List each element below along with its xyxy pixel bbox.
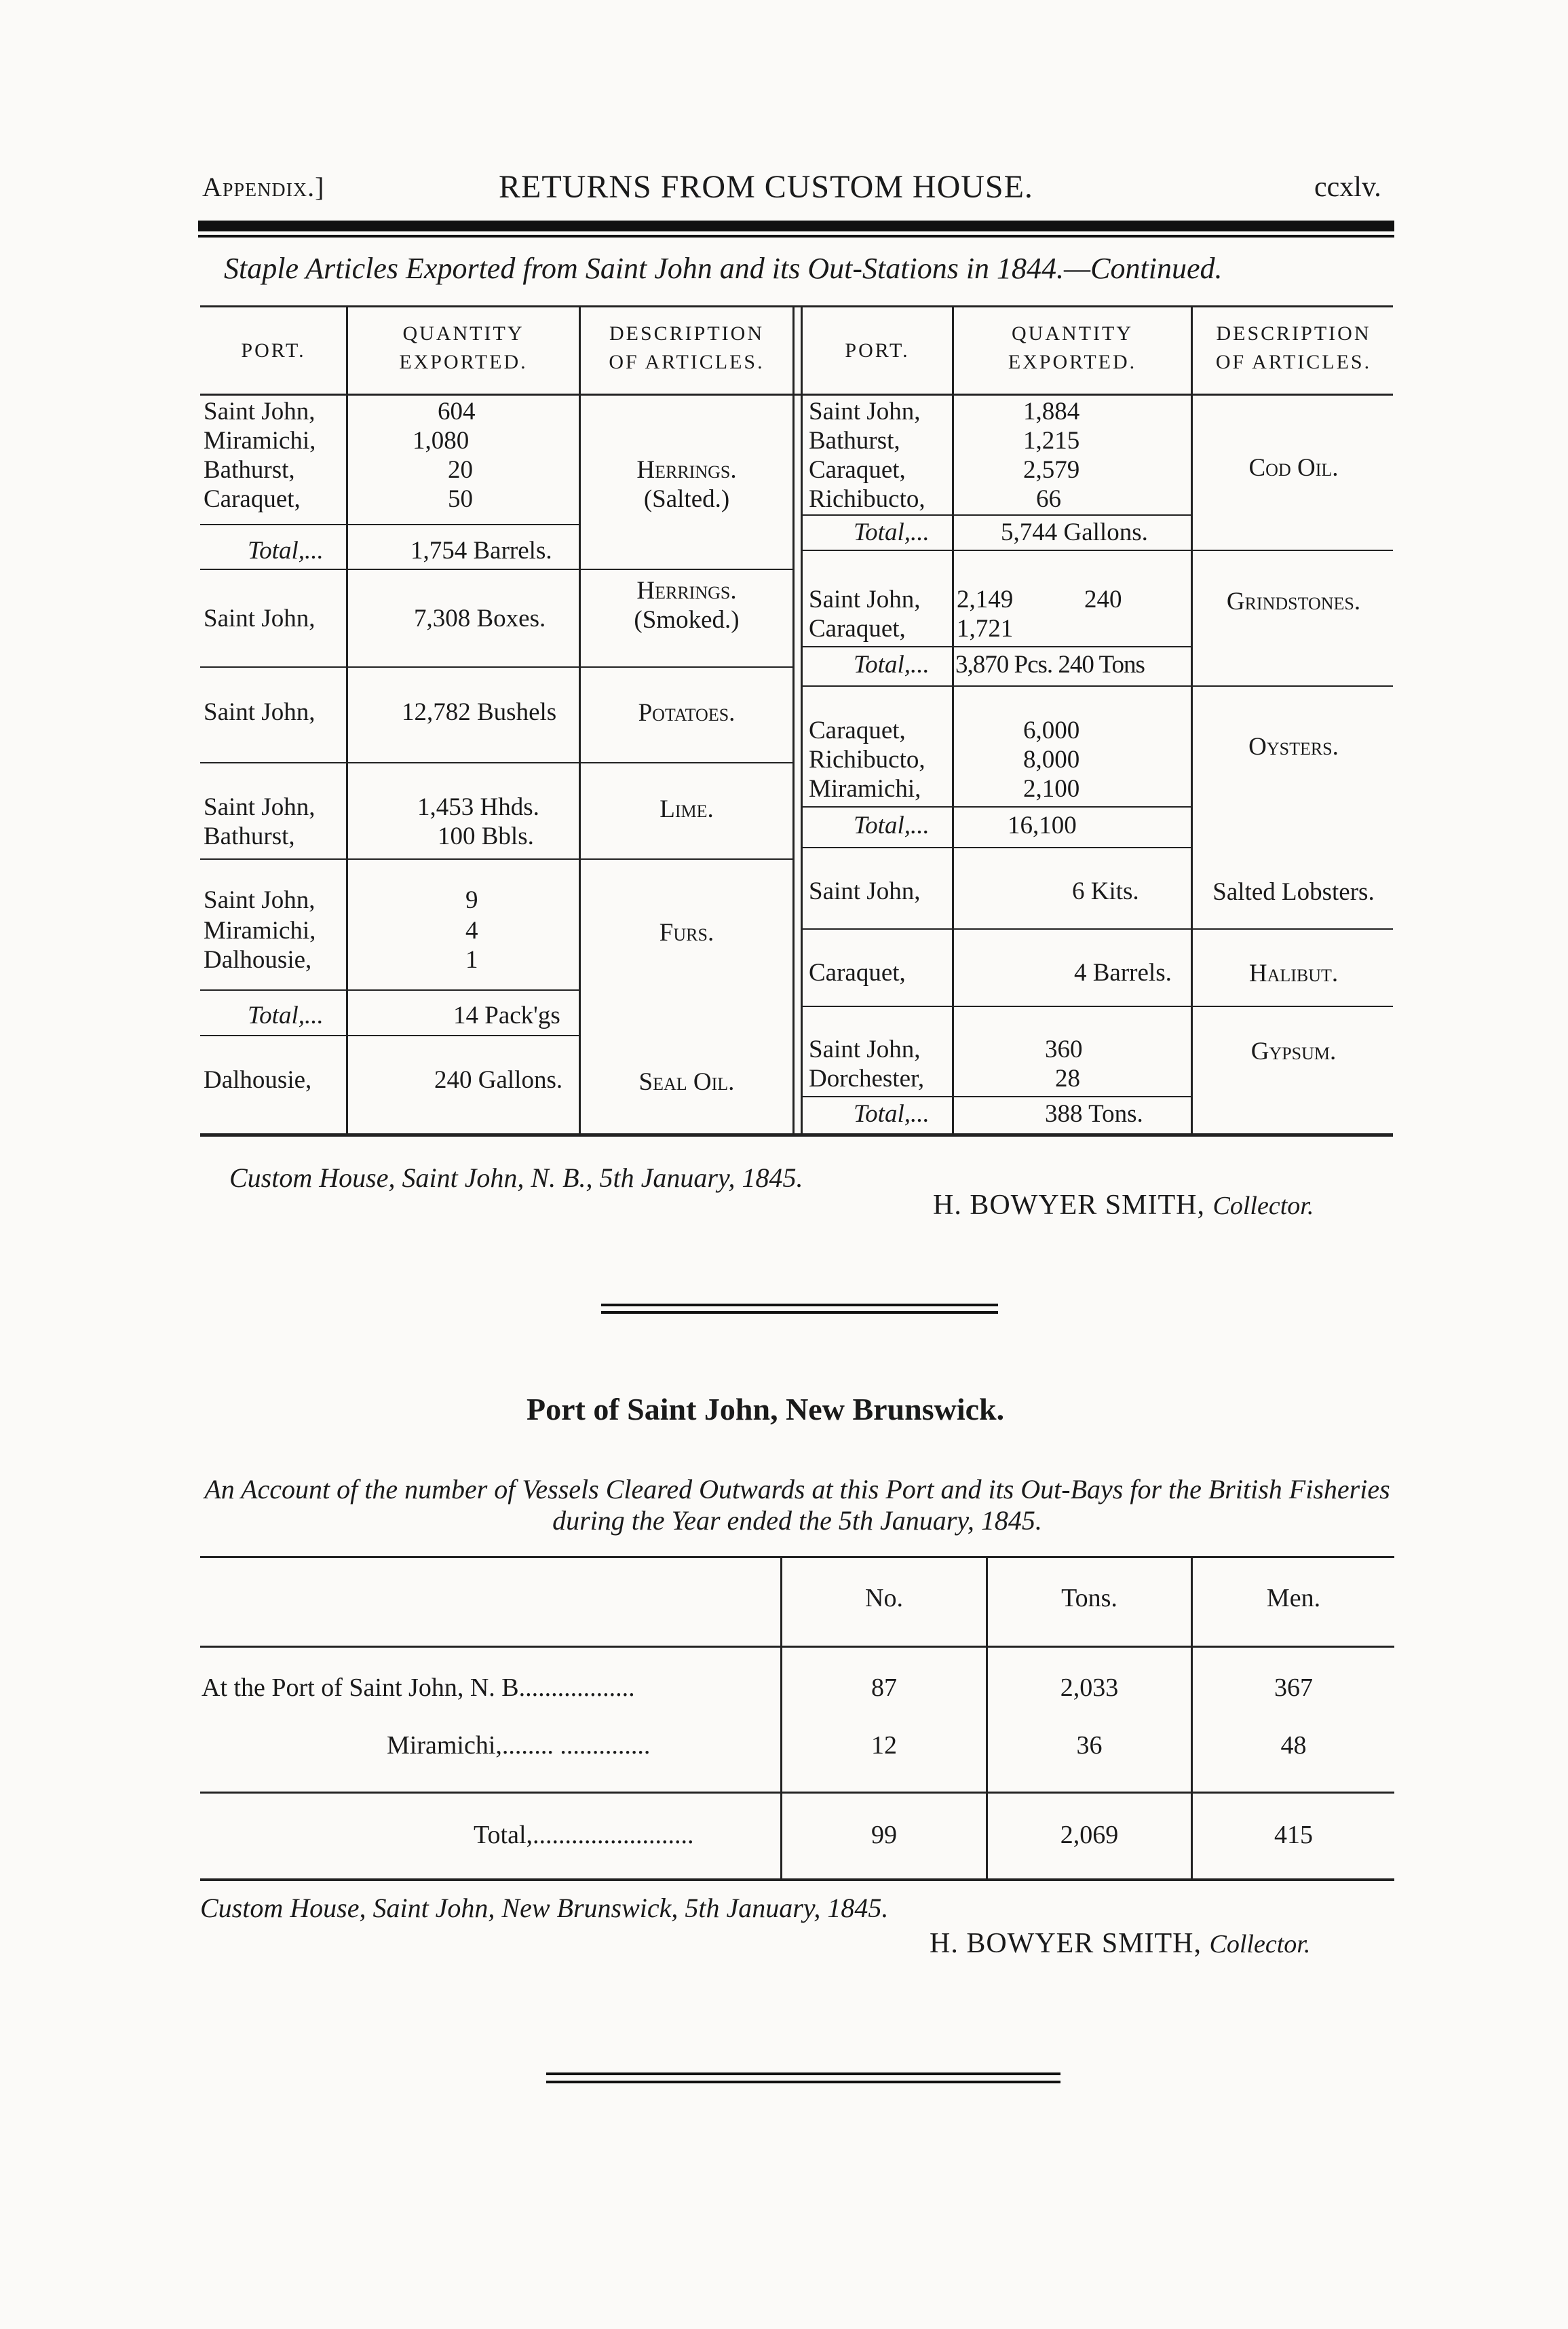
port-cell: Caraquet, [204, 485, 301, 513]
account-title: An Account of the number of Vessels Cleared Outwards at this Port and its Out-Bays for the British Fisheries during the Year ended the 5th January, 1845. [204, 1474, 1390, 1536]
port-cell: Dalhousie, [204, 946, 312, 974]
group-rule [801, 550, 1393, 551]
quantity-cell: 6,000 [1023, 717, 1080, 744]
port-cell: Saint John, [809, 398, 921, 425]
col-header-tons: Tons. [1061, 1584, 1117, 1612]
port-cell: Saint John, [204, 886, 315, 914]
quantity-cell: 360 [1045, 1036, 1083, 1063]
section-divider [601, 1304, 998, 1306]
article-description: Salted Lobsters. [1212, 878, 1375, 906]
total-label: Total,... [854, 812, 930, 839]
table-top-rule [200, 1556, 1394, 1558]
table-header-rule [200, 1646, 1394, 1648]
quantity-cell: 1 [465, 946, 478, 974]
collector-name: H. BOWYER SMITH, [933, 1190, 1205, 1221]
article-description: Halibut. [1248, 960, 1339, 987]
article-description: Seal Oil. [638, 1068, 735, 1096]
quantity-cell: 8,000 [1023, 746, 1080, 774]
tons-cell: 240 [1084, 586, 1122, 613]
col-divider [1191, 305, 1193, 1133]
article-description: Furs. [659, 919, 714, 947]
total-rule [200, 1792, 1394, 1794]
subtotal-rule [801, 806, 1191, 808]
collector-name: H. BOWYER SMITH, [930, 1928, 1202, 1959]
quantity-cell: 2,579 [1023, 456, 1080, 484]
total-label: Total,... [248, 1002, 324, 1029]
port-cell: Saint John, [204, 398, 315, 425]
total-quantity: 1,754 Barrels. [410, 537, 552, 565]
port-cell: Saint John, [809, 1036, 921, 1063]
port-cell: Miramichi, [204, 427, 316, 455]
port-cell: Caraquet, [809, 717, 906, 744]
total-label: Total,... [854, 1100, 930, 1128]
quantity-cell: 604 [438, 398, 476, 425]
col-header-articles: OF ARTICLES. [609, 351, 765, 373]
article-description: Gypsum. [1250, 1038, 1337, 1065]
end-rule [546, 2072, 1060, 2075]
table-top-rule [200, 305, 1393, 307]
total-quantity: 16,100 [1008, 812, 1077, 839]
quantity-cell: 4 [465, 917, 478, 945]
subtotal-rule [801, 514, 1191, 516]
vessel-count: 87 [871, 1673, 897, 1702]
group-rule [200, 569, 792, 570]
appendix-label: Appendix.] [202, 172, 325, 202]
port-cell: Miramichi, [809, 775, 921, 803]
quantity-cell: 28 [1055, 1065, 1080, 1093]
port-cell: Saint John, [204, 793, 315, 821]
col-header-articles: OF ARTICLES. [1215, 351, 1372, 373]
article-description: Oysters. [1248, 733, 1339, 761]
col-header-exported: EXPORTED. [1008, 351, 1137, 373]
vessel-count: 99 [871, 1821, 897, 1849]
total-quantity: 5,744 Gallons. [1001, 518, 1148, 546]
staple-articles-title: Staple Articles Exported from Saint John and its Out-Stations in 1844.—Continued. [224, 252, 1223, 285]
table-header-rule [200, 394, 1393, 396]
quantity-cell: 9 [465, 886, 478, 914]
quantity-cell: 20 [448, 456, 473, 484]
port-cell: Bathurst, [809, 427, 900, 455]
row-label: Miramichi,........ .............. [387, 1731, 651, 1760]
port-cell: Saint John, [204, 698, 315, 726]
signature-place-date: Custom House, Saint John, N. B., 5th January, 1845. [229, 1162, 803, 1193]
row-label: At the Port of Saint John, N. B.................. [202, 1673, 635, 1702]
article-description: (Smoked.) [634, 606, 740, 634]
men-count: 48 [1280, 1731, 1307, 1760]
group-rule [200, 666, 792, 668]
article-description: Herrings. [636, 577, 737, 605]
group-rule [200, 1035, 579, 1036]
group-rule [801, 685, 1393, 687]
group-rule [200, 858, 792, 860]
collector-title: Collector. [1212, 1192, 1314, 1220]
tonnage: 2,033 [1060, 1673, 1119, 1702]
col-header-description: DESCRIPTION [1216, 322, 1371, 345]
quantity-cell: 1,453 Hhds. [417, 793, 539, 821]
total-label: Total,... [248, 537, 324, 565]
group-rule [801, 1006, 1393, 1007]
article-description: Cod Oil. [1248, 454, 1339, 482]
table-bottom-rule [200, 1133, 1393, 1137]
col-header-exported: EXPORTED. [399, 351, 528, 373]
group-rule [801, 847, 1191, 848]
quantity-cell: 66 [1036, 485, 1061, 513]
subtotal-rule [200, 989, 579, 991]
vessel-count: 12 [871, 1731, 897, 1760]
port-cell: Caraquet, [809, 615, 906, 643]
article-description: Herrings. [636, 456, 737, 484]
men-count: 415 [1274, 1821, 1313, 1849]
collector-title: Collector. [1209, 1930, 1311, 1958]
col-divider [346, 305, 348, 1133]
running-title: RETURNS FROM CUSTOM HOUSE. [499, 169, 1033, 205]
port-cell: Dorchester, [809, 1065, 925, 1093]
quantity-cell: 2,100 [1023, 775, 1080, 803]
port-cell: Miramichi, [204, 917, 316, 945]
quantity-cell: 6 Kits. [1072, 877, 1139, 905]
subtotal-rule [801, 646, 1191, 647]
quantity-cell: 1,884 [1023, 398, 1080, 425]
col-header-port: PORT. [241, 339, 306, 362]
col-divider [952, 305, 954, 1133]
signature-place-date: Custom House, Saint John, New Brunswick, 5th January, 1845. [200, 1893, 889, 1923]
quantity-cell: 1,080 [413, 427, 470, 455]
quantity-cell: 1,215 [1023, 427, 1080, 455]
col-divider-double [801, 305, 803, 1133]
quantity-cell: 12,782 Bushels [402, 698, 557, 726]
article-description: Potatoes. [638, 699, 735, 727]
group-rule [200, 762, 792, 763]
article-description: Lime. [659, 795, 714, 823]
group-rule [801, 928, 1393, 930]
port-cell: Caraquet, [809, 456, 906, 484]
table-bottom-rule [200, 1878, 1394, 1881]
quantity-cell: 7,308 Boxes. [414, 605, 546, 632]
quantity-cell: 50 [448, 485, 473, 513]
section-divider [601, 1311, 998, 1314]
port-cell: Saint John, [204, 605, 315, 632]
page-number: ccxlv. [1314, 172, 1381, 203]
port-cell: Dalhousie, [204, 1066, 312, 1094]
total-label: Total,... [854, 518, 930, 546]
end-rule [546, 2081, 1060, 2083]
port-cell: Richibucto, [809, 485, 925, 513]
header-rule-thin [198, 235, 1394, 238]
col-header-no: No. [865, 1584, 903, 1612]
quantity-cell: 240 Gallons. [434, 1066, 563, 1094]
col-header-quantity: QUANTITY [1012, 322, 1133, 345]
tonnage: 2,069 [1060, 1821, 1119, 1849]
port-cell: Caraquet, [809, 959, 906, 987]
port-cell: Saint John, [809, 586, 921, 613]
total-label: Total,... [854, 651, 930, 679]
col-header-men: Men. [1266, 1584, 1321, 1612]
row-label: Total,......................... [474, 1821, 694, 1849]
total-quantity: 3,870 Pcs. 240 Tons [955, 651, 1145, 679]
header-rule [198, 221, 1394, 231]
port-cell: Bathurst, [204, 822, 295, 850]
quantity-cell: 4 Barrels. [1074, 959, 1172, 987]
article-description: Grindstones. [1226, 588, 1361, 616]
col-divider-double [792, 305, 795, 1133]
total-quantity: 388 Tons. [1045, 1100, 1143, 1128]
quantity-cell: 100 Bbls. [438, 822, 534, 850]
total-quantity: 14 Pack'gs [453, 1002, 560, 1029]
col-header-quantity: QUANTITY [402, 322, 524, 345]
pieces-cell: 2,149 [957, 586, 1014, 613]
tonnage: 36 [1076, 1731, 1103, 1760]
port-cell: Bathurst, [204, 456, 295, 484]
article-description: (Salted.) [643, 485, 730, 513]
signature [933, 1189, 1314, 1222]
subtotal-rule [801, 1096, 1191, 1097]
port-cell: Richibucto, [809, 746, 925, 774]
subtotal-rule [200, 524, 579, 525]
col-header-port: PORT. [845, 339, 910, 362]
pieces-cell: 1,721 [957, 615, 1014, 643]
men-count: 367 [1274, 1673, 1313, 1702]
section-title: Port of Saint John, New Brunswick. [527, 1392, 1005, 1426]
col-header-description: DESCRIPTION [609, 322, 764, 345]
port-cell: Saint John, [809, 877, 921, 905]
signature [930, 1927, 1310, 1960]
